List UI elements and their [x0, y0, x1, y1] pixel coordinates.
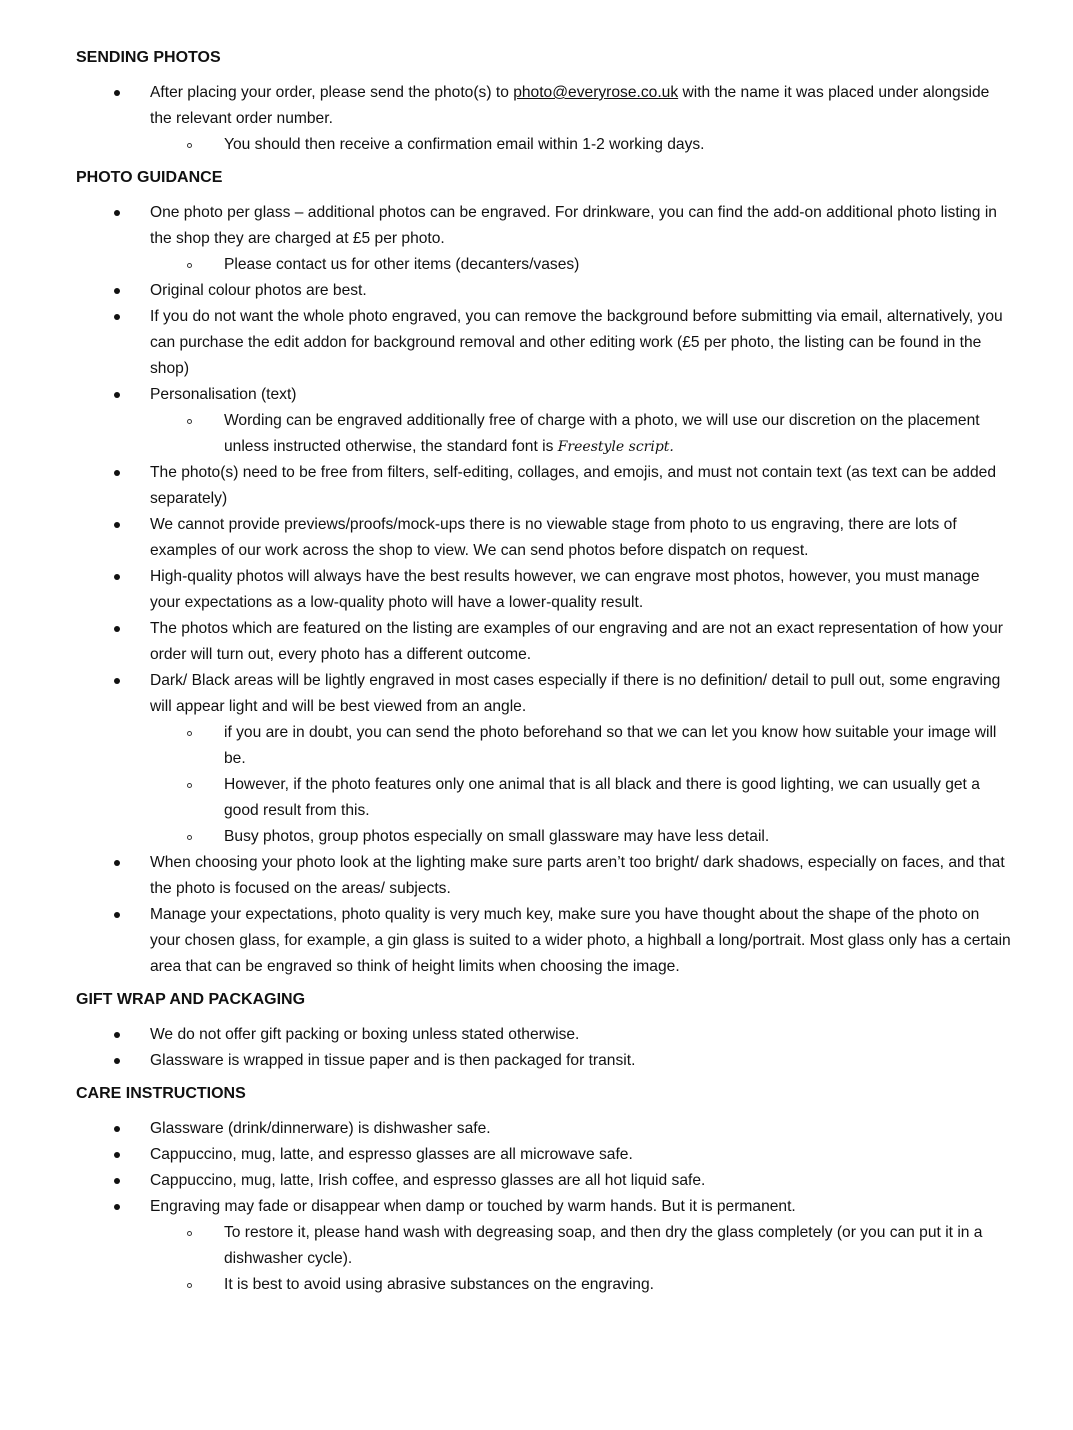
bullet-icon: [114, 314, 120, 320]
heading-sending-photos: SENDING PHOTOS: [76, 49, 221, 66]
bullet-icon: [114, 522, 120, 528]
list-item-text: Personalisation (text): [150, 386, 297, 403]
sub-list-item-text: You should then receive a confirmation email within 1-2 working days.: [224, 136, 705, 153]
sub-list-item-text: Busy photos, group photos especially on small glassware may have less detail.: [224, 828, 770, 845]
list-item: [76, 382, 1013, 408]
list-item-text: Glassware is wrapped in tissue paper and is then packaged for transit.: [150, 1052, 636, 1069]
list-item-text: The photo(s) need to be free from filters, self-editing, collages, and emojis, and must not contain text (as text can be added separately): [150, 464, 996, 507]
list-item-text: If you do not want the whole photo engraved, you can remove the background before submitting via email, alternatively, you can purchase the edit addon for background removal and other editing work (£5 per photo, the listing can be found in the shop): [150, 308, 1003, 377]
hollow-bullet-icon: [187, 419, 192, 424]
bullet-icon: [114, 574, 120, 580]
list-item-text: Dark/ Black areas will be lightly engraved in most cases especially if there is no definition/ detail to pull out, some engraving will appear light and will be best viewed from an angle.: [150, 672, 1001, 715]
sending-list: [76, 80, 1013, 158]
list-item-text: Glassware (drink/dinnerware) is dishwasher safe.: [150, 1120, 491, 1137]
sub-list-item: [76, 1272, 1013, 1298]
bullet-icon: [114, 678, 120, 684]
sub-list-item-text: Wording can be engraved additionally free of charge with a photo, we will use our discretion on the placement unless instructed otherwise, the standard font is: [224, 412, 980, 455]
list-item: [76, 1194, 1013, 1220]
hollow-bullet-icon: [187, 783, 192, 788]
sub-list-item-text: Please contact us for other items (decanters/vases): [224, 256, 580, 273]
sending-sublist: [76, 132, 1013, 158]
sub-list-item-text: if you are in doubt, you can send the photo beforehand so that we can let you know how suitable your image will be.: [224, 724, 997, 767]
bullet-icon: [114, 1058, 120, 1064]
list-item-text: We do not offer gift packing or boxing unless stated otherwise.: [150, 1026, 580, 1043]
list-item-text: One photo per glass – additional photos can be engraved. For drinkware, you can find the add-on additional photo listing in the shop they are charged at £5 per photo.: [150, 204, 997, 247]
bullet-icon: [114, 1204, 120, 1210]
sub-list-item: [76, 252, 1013, 278]
list-item: [76, 512, 1013, 564]
list-item-text: Engraving may fade or disappear when damp or touched by warm hands. But it is permanent.: [150, 1198, 796, 1215]
list-item-text: Original colour photos are best.: [150, 282, 367, 299]
bullet-icon: [114, 860, 120, 866]
list-item-text: High-quality photos will always have the best results however, we can engrave most photos, however, you must manage your expectations as a low-quality photo will have a lower-quality result.: [150, 568, 980, 611]
list-item: [76, 1048, 1013, 1074]
list-item: [76, 1142, 1013, 1168]
list-item: [76, 1022, 1013, 1048]
sub-list-item: [76, 132, 1013, 158]
bullet-icon: [114, 626, 120, 632]
sub-list-item-text: It is best to avoid using abrasive substances on the engraving.: [224, 1276, 654, 1293]
sub-list-item: [76, 720, 1013, 772]
list-item-text: Cappuccino, mug, latte, Irish coffee, and espresso glasses are all hot liquid safe.: [150, 1172, 706, 1189]
sub-list-item: [76, 772, 1013, 824]
bullet-icon: [114, 288, 120, 294]
bullet-icon: [114, 1126, 120, 1132]
sub-list-item: [76, 1220, 1013, 1272]
sublist-container: [76, 132, 1013, 158]
list-item: [76, 1168, 1013, 1194]
hollow-bullet-icon: [187, 1283, 192, 1288]
sub-list-item: [76, 824, 1013, 850]
giftwrap-list: [76, 1022, 1013, 1074]
bullet-icon: [114, 210, 120, 216]
list-item-text: When choosing your photo look at the lighting make sure parts aren’t too bright/ dark shadows, especially on faces, and that the photo is focused on the areas/ subjects.: [150, 854, 1005, 897]
list-item: [76, 304, 1013, 382]
hollow-bullet-icon: [187, 835, 192, 840]
bullet-icon: [114, 912, 120, 918]
hollow-bullet-icon: [187, 143, 192, 148]
hollow-bullet-icon: [187, 731, 192, 736]
list-item: [76, 850, 1013, 902]
heading-care-instructions: CARE INSTRUCTIONS: [76, 1085, 246, 1102]
font-name-sample: Freestyle script.: [557, 439, 674, 455]
sub-list-item-text: However, if the photo features only one animal that is all black and there is good lighting, we can usually get a good result from this.: [224, 776, 980, 819]
list-item: [76, 278, 1013, 304]
guidance-list: [76, 200, 1013, 980]
list-item-text: The photos which are featured on the listing are examples of our engraving and are not an exact representation of how your order will turn out, every photo has a different outcome.: [150, 620, 1003, 663]
list-item: [76, 616, 1013, 668]
list-item-text: Manage your expectations, photo quality is very much key, make sure you have thought about the shape of the photo on your chosen glass, for example, a gin glass is suited to a wider photo, a highball a long/portrait. Most glass only has a certain area that can be engraved so think of height limits when choosing the image.: [150, 906, 1011, 975]
sub-list-item-text: To restore it, please hand wash with degreasing soap, and then dry the glass completely (or you can put it in a dishwasher cycle).: [224, 1224, 983, 1267]
sub-list-item: [76, 408, 1013, 460]
list-item: [76, 668, 1013, 720]
list-item-text: Cappuccino, mug, latte, and espresso glasses are all microwave safe.: [150, 1146, 633, 1163]
list-item: [76, 200, 1013, 252]
bullet-icon: [114, 1178, 120, 1184]
bullet-icon: [114, 392, 120, 398]
heading-photo-guidance: PHOTO GUIDANCE: [76, 169, 223, 186]
bullet-icon: [114, 470, 120, 476]
list-item: [76, 460, 1013, 512]
hollow-bullet-icon: [187, 1231, 192, 1236]
care-list: [76, 1116, 1013, 1298]
list-item-text: with the name it was placed under alongside the relevant order number.: [150, 84, 990, 127]
list-item-text: After placing your order, please send the photo(s) to: [150, 84, 514, 101]
list-item: [76, 564, 1013, 616]
list-item-text: We cannot provide previews/proofs/mock-ups there is no viewable stage from photo to us engraving, there are lots of examples of our work across the shop to view. We can send photos before dispatch on request.: [150, 516, 957, 559]
heading-gift-wrap: GIFT WRAP AND PACKAGING: [76, 991, 306, 1008]
bullet-icon: [114, 90, 120, 96]
list-item: [76, 902, 1013, 980]
list-item: [76, 80, 1013, 132]
bullet-icon: [114, 1152, 120, 1158]
email-link[interactable]: photo@everyrose.co.uk: [513, 84, 679, 101]
bullet-icon: [114, 1032, 120, 1038]
list-item: [76, 1116, 1013, 1142]
hollow-bullet-icon: [187, 263, 192, 268]
